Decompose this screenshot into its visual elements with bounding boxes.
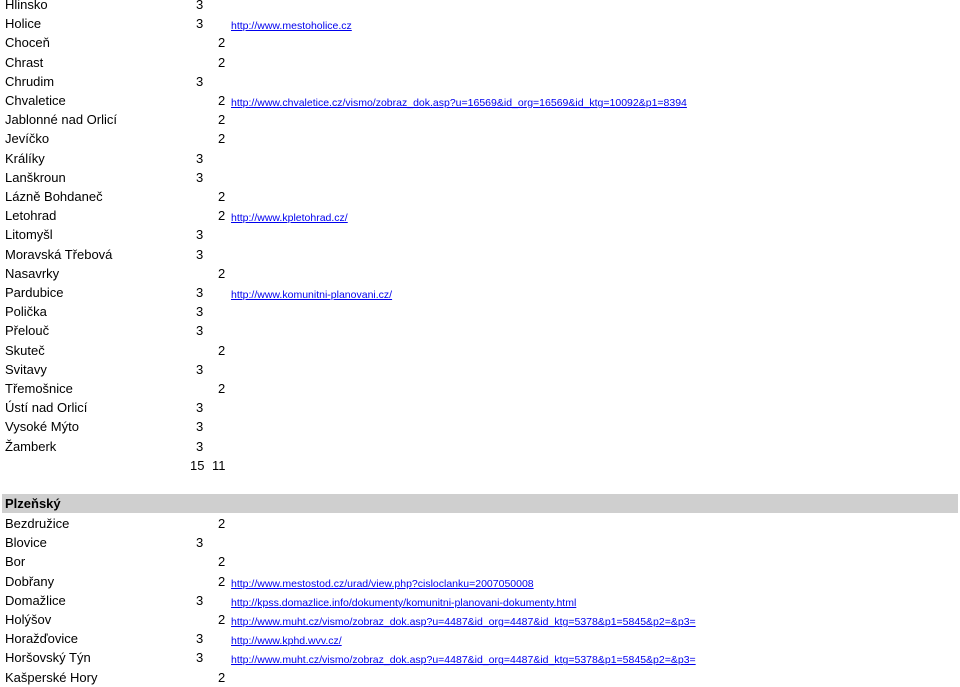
value-2: 2: [218, 189, 226, 204]
town-name: Domažlice: [5, 592, 66, 608]
town-name: Dobřany: [5, 573, 55, 589]
table-row: [0, 591, 960, 610]
table-row: [0, 206, 960, 225]
value-2: 2: [218, 554, 226, 570]
value-3: 3: [196, 16, 204, 32]
value-2: 2: [218, 131, 226, 147]
town-name: Bezdružice: [5, 516, 70, 531]
table-row: [0, 264, 960, 283]
town-name: Polička: [5, 304, 47, 320]
town-name: Holice: [5, 16, 42, 32]
table-row: [0, 33, 960, 52]
value-2: 2: [218, 93, 226, 108]
table-row: [0, 225, 960, 244]
table-row: [0, 437, 960, 456]
value-3: 3: [196, 150, 204, 166]
table-row: [0, 648, 960, 667]
total-3: 15: [190, 458, 205, 473]
value-2: 2: [218, 342, 226, 358]
value-3: 3: [196, 592, 204, 608]
town-link[interactable]: http://www.kpletohrad.cz/: [231, 212, 348, 225]
town-name: Chvaletice: [5, 93, 66, 108]
town-link[interactable]: http://www.mestoholice.cz: [231, 20, 352, 33]
town-name: Vysoké Mýto: [5, 419, 79, 435]
value-3: 3: [196, 535, 204, 551]
value-2: 2: [218, 516, 226, 531]
value-3: 3: [196, 73, 204, 89]
table-row: [0, 14, 960, 33]
value-3: 3: [196, 246, 204, 262]
town-name: Horšovský Týn: [5, 650, 91, 666]
value-2: 2: [218, 265, 226, 281]
town-link[interactable]: http://www.muht.cz/vismo/zobraz_dok.asp?u=4487&id_org=4487&id_ktg=5378&p1=5845&p2=&p3=: [231, 616, 696, 628]
town-name: Holýšov: [5, 612, 52, 627]
town-name: Litomyšl: [5, 227, 53, 243]
table-row: [0, 341, 960, 360]
town-name: Moravská Třebová: [5, 246, 113, 262]
value-3: 3: [196, 631, 204, 647]
town-link[interactable]: http://www.muht.cz/vismo/zobraz_dok.asp?u=4487&id_org=4487&id_ktg=5378&p1=5845&p2=&p3=: [231, 654, 696, 667]
town-name: Chrudim: [5, 73, 55, 89]
town-name: Žamberk: [5, 438, 57, 454]
table-row: [0, 168, 960, 187]
town-name: Choceň: [5, 35, 50, 51]
value-3: 3: [196, 361, 204, 377]
town-name: Jablonné nad Orlicí: [5, 112, 118, 128]
town-name: Chrast: [5, 54, 44, 70]
town-name: Hlinsko: [5, 0, 48, 12]
value-3: 3: [196, 323, 204, 339]
town-name: Králíky: [5, 150, 45, 166]
town-name: Ústí nad Orlicí: [5, 400, 88, 416]
table-row: [0, 245, 960, 264]
table-row: [0, 379, 960, 398]
table-row: [0, 533, 960, 552]
value-3: 3: [196, 227, 204, 243]
table-row: [0, 417, 960, 436]
town-link[interactable]: http://www.komunitni-planovani.cz/: [231, 289, 393, 301]
town-name: Blovice: [5, 535, 47, 551]
value-3: 3: [196, 169, 204, 185]
table-row: [0, 360, 960, 379]
value-3: 3: [196, 400, 204, 416]
region-title: Plzeňský: [5, 496, 61, 511]
town-name: Třemošnice: [5, 381, 73, 396]
town-name: Lázně Bohdaneč: [5, 189, 103, 204]
value-2: 2: [218, 112, 226, 128]
town-name: Nasavrky: [5, 265, 60, 281]
table-row: [0, 321, 960, 340]
town-link[interactable]: http://www.chvaletice.cz/vismo/zobraz_dok.asp?u=16569&id_org=16569&id_ktg=10092&p1=8394: [231, 97, 687, 109]
table-row: [0, 552, 960, 571]
value-3: 3: [196, 304, 204, 320]
table-row: [0, 72, 960, 91]
table-row: [0, 610, 960, 629]
table-row: [0, 514, 960, 533]
town-name: Skuteč: [5, 342, 45, 358]
value-3: 3: [196, 0, 204, 12]
town-name: Pardubice: [5, 285, 64, 300]
total-2: 11: [212, 458, 226, 473]
town-name: Svitavy: [5, 361, 47, 377]
table-row: [0, 129, 960, 148]
table-row: [0, 629, 960, 648]
value-2: 2: [218, 54, 226, 70]
value-3: 3: [196, 419, 204, 435]
table-row: [0, 149, 960, 168]
town-name: Přelouč: [5, 323, 50, 339]
value-2: 2: [218, 612, 226, 627]
town-name: Letohrad: [5, 208, 57, 224]
table-row: [0, 91, 960, 110]
table-row: [0, 110, 960, 129]
value-2: 2: [218, 381, 226, 396]
value-3: 3: [196, 650, 204, 666]
value-2: 2: [218, 208, 226, 224]
table-row: [0, 187, 960, 206]
region-header: [2, 494, 958, 513]
value-2: 2: [218, 669, 226, 685]
value-2: 2: [218, 35, 226, 51]
town-name: Kašperské Hory: [5, 669, 98, 685]
town-link[interactable]: http://kpss.domazlice.info/dokumenty/komunitni-planovani-dokumenty.html: [231, 596, 577, 609]
value-3: 3: [196, 285, 204, 300]
value-3: 3: [196, 438, 204, 454]
table-row: [0, 572, 960, 591]
town-link[interactable]: http://www.kphd.wvv.cz/: [231, 635, 342, 648]
table-row: [0, 668, 960, 687]
town-name: Bor: [5, 554, 26, 570]
table-row: [0, 398, 960, 417]
table-row: [0, 283, 960, 302]
table-row: [0, 53, 960, 72]
town-name: Lanškroun: [5, 169, 66, 185]
table-row: [0, 302, 960, 321]
town-link[interactable]: http://www.mestostod.cz/urad/view.php?cisloclanku=2007050008: [231, 577, 534, 590]
table-row: [0, 0, 960, 14]
town-name: Horažďovice: [5, 631, 79, 647]
value-2: 2: [218, 573, 226, 589]
town-name: Jevíčko: [5, 131, 50, 147]
